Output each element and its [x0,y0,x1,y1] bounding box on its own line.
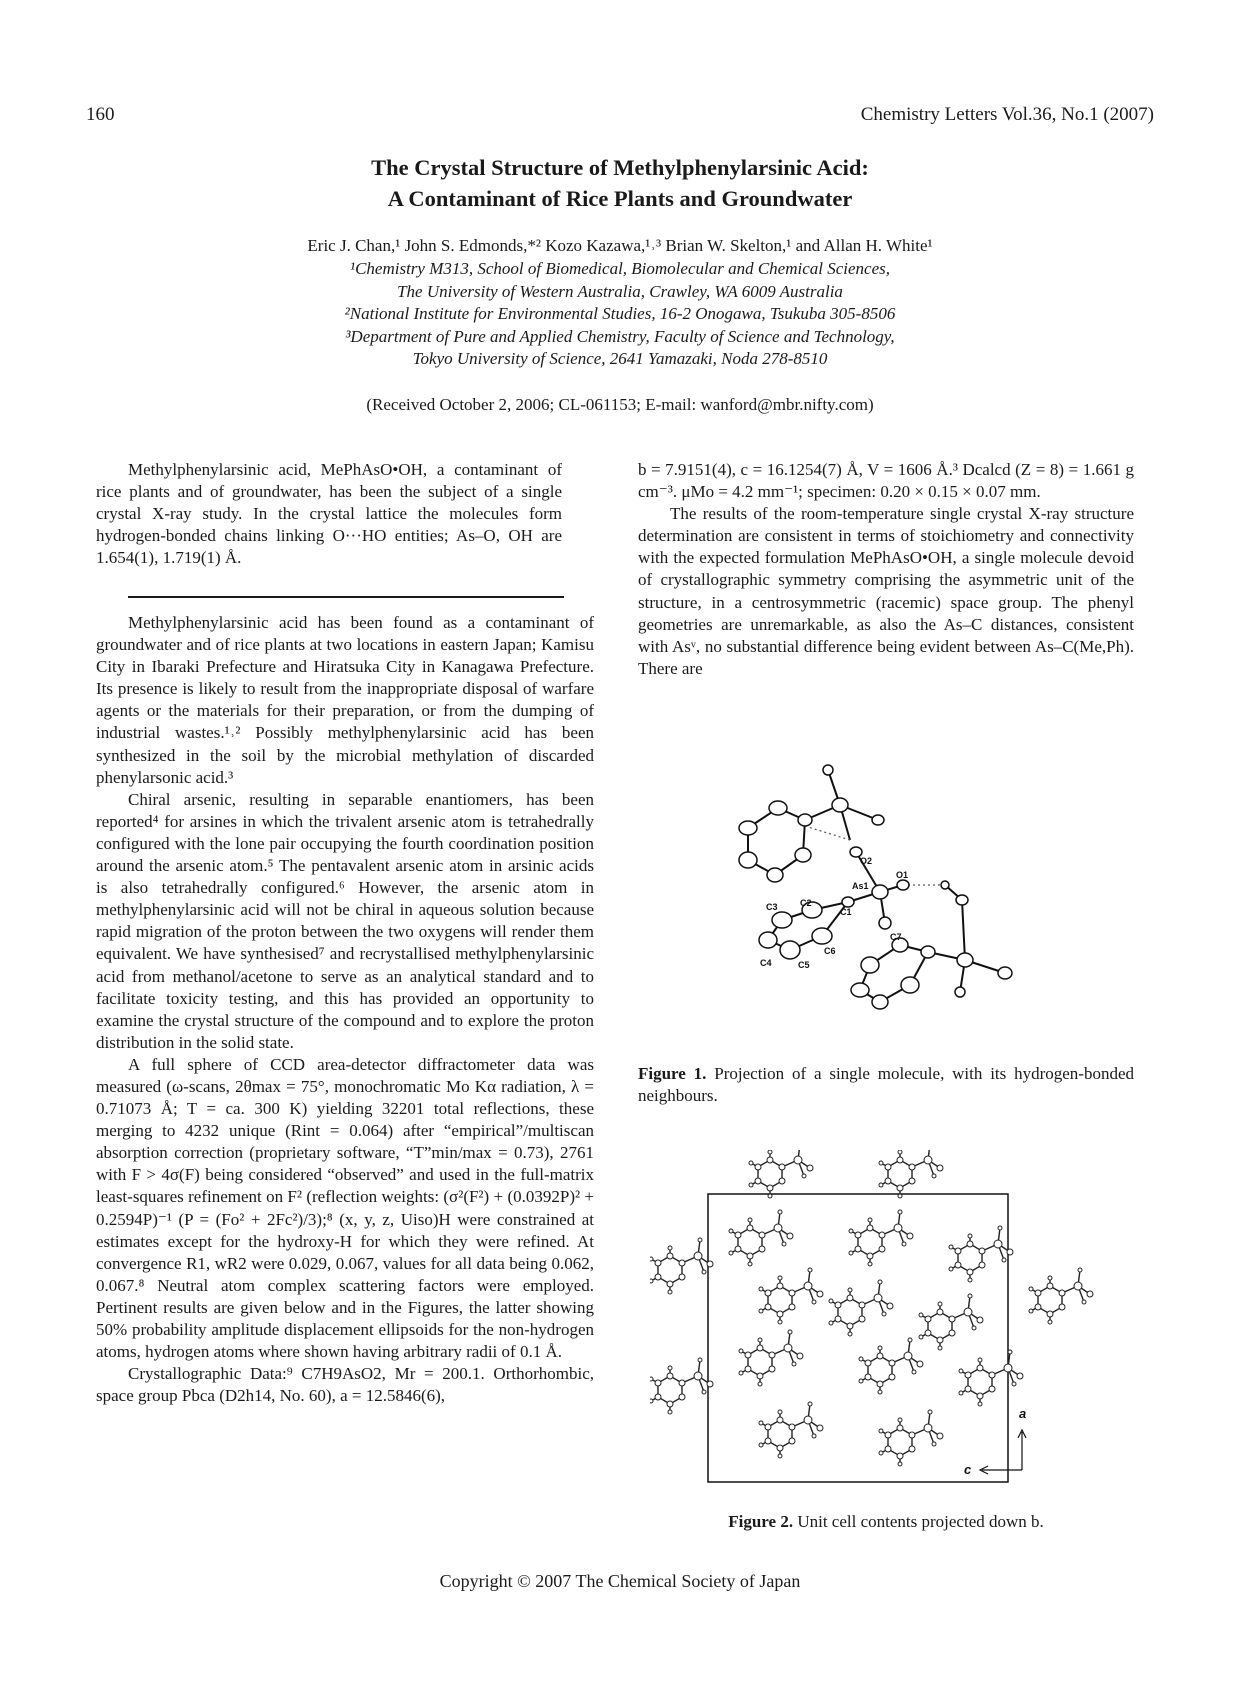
affiliation-1-line-1: ¹Chemistry M313, School of Biomedical, Biomolecular and Chemical Sciences, [349,259,890,278]
atom-label-c3: C3 [766,902,778,912]
author-list: Eric J. Chan,¹ John S. Edmonds,*² Kozo Kazawa,¹˒³ Brian W. Skelton,¹ and Allan H. White¹ [307,236,933,255]
atom-label-o2: O2 [860,856,873,866]
figure-2-caption [638,1511,1134,1533]
figure-1-molecule-projection [700,740,1080,1040]
abstract-divider [128,596,564,598]
body-paragraph-3: A full sphere of CCD area-detector diffractometer data was measured (ω-scans, 2θmax = 75°, monochromatic Mo Kα radiation, λ = 0.71073 Å; T = ca. 300 K) yielding 32201 total reflections, these merging to 4232 unique (Rint = 0.064) after “empirical”/multiscan absorption correction (proprietary software, “T”min/max = 0.73), 2761 with F > 4σ(F) being considered “observed” and used in the full-matrix least-squares refinement on F² (reflection weights: (σ²(F²) + (0.0392P)² + 0.2594P)⁻¹ (P = (Fo² + 2Fc²)/3);⁸ (x, y, z, Uiso)H were constrained at estimates except for the hydroxy-H for which they were refined. At convergence R1, wR2 were 0.029, 0.067, values for all data being 0.062, 0.067.⁸ Neutral atom complex scattering factors were employed. Pertinent results are given below and in the Figures, the latter showing 50% probability amplitude displacement ellipsoids for the non-hydrogen atoms, hydrogen atoms where shown having arbitrary radii of 0.1 Å. [96,1054,594,1362]
copyright-footer: Copyright © 2007 The Chemical Society of Japan [439,1571,801,1591]
figure-1-caption-label: Figure 1. [638,1064,707,1083]
body-right-column [638,459,1134,680]
body-paragraph-4: Crystallographic Data:⁹ C7H9AsO2, Mr = 200.1. Orthorhombic, space group Pbca (D2h14, No. 60), a = 12.5846(6), [96,1364,594,1406]
atom-label-c1: C1 [840,907,852,917]
page-number: 160 [86,104,115,125]
atom-label-c2: C2 [800,898,812,908]
body-paragraph-5: b = 7.9151(4), c = 16.1254(7) Å, V = 1606 Å.³ Dcalcd (Z = 8) = 1.661 g cm⁻³. μMo = 4.2 mm⁻¹; specimen: 0.20 × 0.15 × 0.07 mm. [638,460,1134,502]
axis-label-a: a [1019,1406,1027,1421]
figure-1-caption [638,1063,1134,1107]
journal-header: Chemistry Letters Vol.36, No.1 (2007) [860,104,1154,125]
abstract-text: Methylphenylarsinic acid, MePhAsO•OH, a contaminant of rice plants and of groundwater, has been the subject of a single crystal X-ray study. In the crystal lattice the molecules form hydrogen-bonded chains linking O···HO entities; As–O, OH are 1.654(1), 1.719(1) Å. [96,460,562,568]
body-paragraph-2: Chiral arsenic, resulting in separable enantiomers, has been reported⁴ for arsines in which the trivalent arsenic atom is tetrahedrally configured with the lone pair occupying the fourth coordination position around the arsenic atom.⁵ The pentavalent arsenic atom in arsinic acids is also tetrahedrally configured.⁶ However, the arsenic atom in methylphenylarsinic acid will not be chiral in aqueous solution because rapid migration of the proton between the two oxygens will render them equivalent. We have synthesised⁷ and recrystallised methylphenylarsinic acid from methanol/acetone to serve as an analytical standard and to facilitate toxicity testing, and this has provided an opportunity to examine the crystal structure of the compound and to explore the proton distribution in the solid state. [96,789,594,1052]
affiliation-2: ²National Institute for Environmental Studies, 16-2 Onogawa, Tsukuba 305-8506 [344,304,896,324]
received-line: (Received October 2, 2006; CL-061153; E-mail: wanford@mbr.nifty.com) [366,395,874,414]
axis-label-c: c [964,1462,972,1477]
figure-1-caption-text: Projection of a single molecule, with its hydrogen-bonded neighbours. [638,1064,1134,1105]
figure-2-caption-text: Unit cell contents projected down b. [797,1512,1044,1531]
atom-label-c7: C7 [890,932,902,942]
figure-2-unit-cell-projection [650,1150,1130,1510]
atom-label-c4: C4 [760,958,772,968]
body-paragraph-1: Methylphenylarsinic acid has been found as a contaminant of groundwater and of rice plants at two locations in eastern Japan; Kamisu City in Ibaraki Prefecture and Hiratsuka City in Kanagawa Prefecture. Its presence is likely to result from the inappropriate disposal of warfare agents or the materials for their preparation, or from the dumping of industrial wastes.¹˒² Possibly methylphenylarsinic acid has been synthesized in the soil by the microbial methylation of discarded phenylarsonic acid.³ [96,613,594,787]
affiliation-3-line-1: ³Department of Pure and Applied Chemistry, Faculty of Science and Technology, [345,326,895,346]
body-paragraph-6: The results of the room-temperature single crystal X-ray structure determination are consistent in terms of stoichiometry and connectivity with the expected formulation MePhAsO•OH, a single molecule devoid of crystallographic symmetry comprising the asymmetric unit of the structure, in a centrosymmetric (racemic) space group. The phenyl geometries are unremarkable, as also the As–C distances, consistent with Asᵛ, no substantial difference being evident between As–C(Me,Ph). There are [638,504,1134,678]
figure-2-caption-label: Figure 2. [728,1512,794,1531]
atom-label-as1: As1 [852,881,869,891]
atom-label-c5: C5 [798,960,810,970]
abstract [96,459,562,569]
title-line-2: A Contaminant of Rice Plants and Groundwater [387,186,853,211]
title-line-1: The Crystal Structure of Methylphenylarsinic Acid: [371,155,869,180]
atom-label-o1: O1 [896,870,909,880]
article-title [0,152,1240,214]
affiliations [0,258,1240,371]
affiliation-1-line-2: The University of Western Australia, Crawley, WA 6009 Australia [397,281,843,301]
atom-label-c6: C6 [824,946,836,956]
body-left-column [96,612,594,1407]
affiliation-3-line-2: Tokyo University of Science, 2641 Yamazaki, Noda 278-8510 [412,349,828,369]
